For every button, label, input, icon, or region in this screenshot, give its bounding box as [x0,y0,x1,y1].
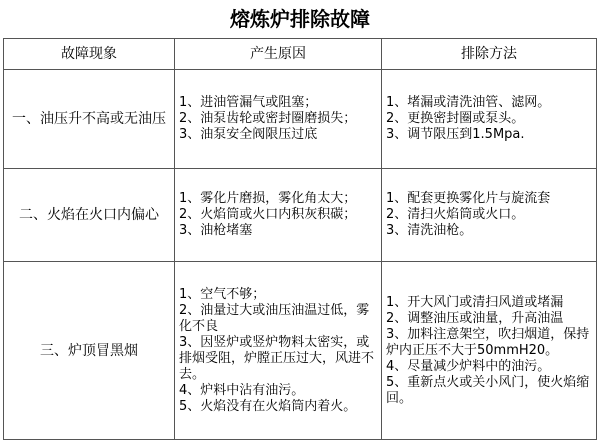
cause-cell [175,262,382,440]
table-row [4,169,597,262]
cause-line: 1、进油管漏气或阻塞； [179,95,318,110]
cause-line: 2、火焰筒或火口内积灰积碳； [179,207,357,222]
header-symptom: 故障现象 [4,39,175,70]
cause-cell [175,169,382,262]
cause-line: 3、因竖炉或竖炉物料太密实，或排烟受阻，炉膛正压过大，风进不去。 [179,334,375,382]
remedy-line: 3、加料注意架空，吹扫烟道，保持炉内正压不大于50mmH20。 [386,326,590,358]
troubleshooting-table [3,38,597,440]
remedy-line: 2、更换密封圈或泵头。 [386,111,525,126]
symptom-cell: 三、炉顶冒黑烟 [4,262,175,440]
symptom-cell: 二、火焰在火口内偏心 [4,169,175,262]
remedy-line: 3、调节限压到1.5Mpa. [386,127,525,142]
header-cause: 产生原因 [175,39,382,70]
remedy-line: 3、清洗油枪。 [386,223,473,238]
symptom-cell: 一、油压升不高或无油压 [4,70,175,169]
table-header-row [4,39,597,70]
cause-line: 2、油量过大或油压油温过低，雾化不良 [179,302,370,334]
table-row [4,262,597,440]
cause-line: 5、火焰没有在火焰筒内着火。 [179,398,357,414]
cause-line: 2、油泵齿轮或密封圈磨损失； [179,111,357,126]
table-row [4,70,597,169]
cause-line: 3、油泵安全阀限压过底 [179,127,318,142]
cause-cell [175,70,382,169]
cause-line: 4、炉料中沾有油污。 [179,382,305,398]
remedy-cell [382,70,597,169]
remedy-line: 2、调整油压或油量，升高油温 [386,310,564,326]
header-remedy: 排除方法 [382,39,597,70]
cause-line: 1、雾化片磨损，雾化角太大； [179,191,357,206]
remedy-line: 4、尽量减少炉料中的油污。 [386,358,551,374]
remedy-line: 2、清扫火焰筒或火口。 [386,207,525,222]
remedy-cell [382,262,597,440]
cause-line: 1、空气不够； [179,286,266,302]
remedy-line: 1、配套更换雾化片与旋流套 [386,191,551,206]
remedy-line: 5、重新点火或关小风门，使火焰缩回。 [386,374,590,406]
page-title: 熔炼炉排除故障 [230,7,370,31]
remedy-line: 1、堵漏或清洗油管、滤网。 [386,95,551,110]
remedy-line: 1、开大风门或清扫风道或堵漏 [386,294,564,310]
remedy-cell [382,169,597,262]
cause-line: 3、油枪堵塞 [179,223,253,238]
